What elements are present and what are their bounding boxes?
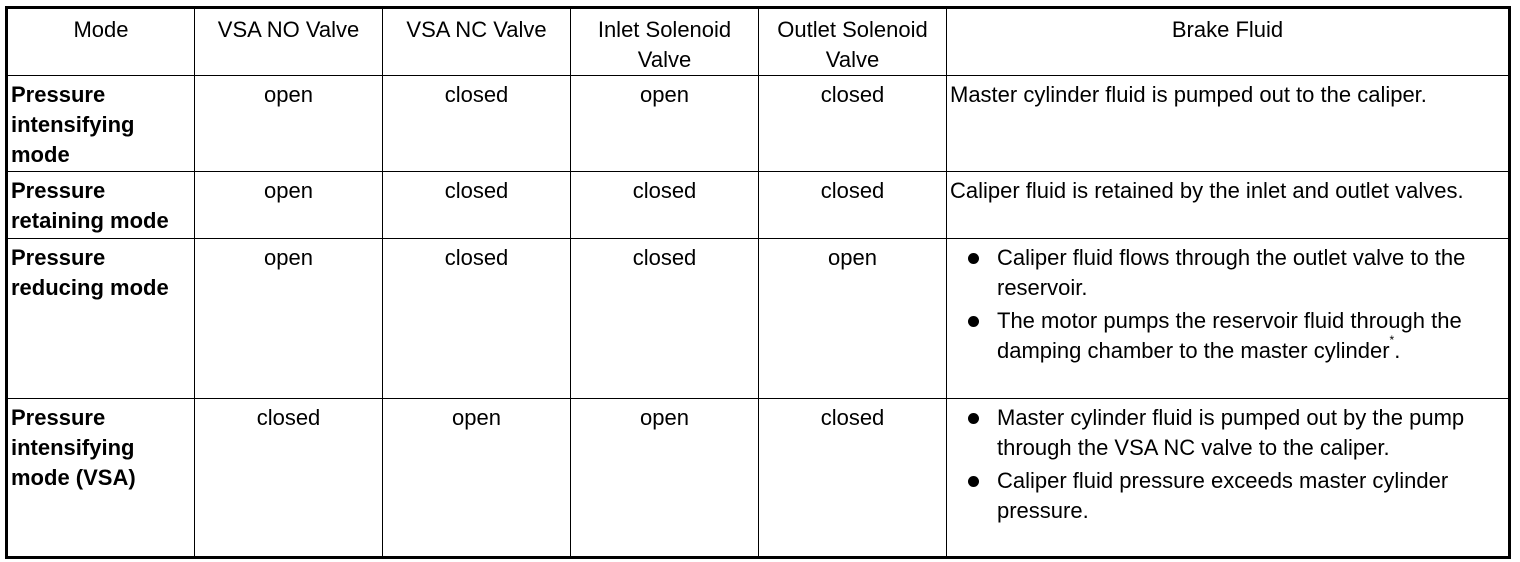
brake-fluid-bullet-list bbox=[950, 243, 1505, 366]
bullet-text: Master cylinder fluid is pumped out by the pump through the VSA NC valve to the caliper. bbox=[997, 405, 1465, 460]
vsa-no-valve-cell: open bbox=[195, 76, 383, 172]
vsa-nc-valve-cell: closed bbox=[383, 172, 571, 239]
bullet-item bbox=[997, 466, 1505, 526]
inlet-valve-cell: open bbox=[571, 76, 759, 172]
bullet-text: Caliper fluid pressure exceeds master cylinder pressure. bbox=[997, 468, 1449, 523]
mode-cell: Pressure intensifying mode (VSA) bbox=[7, 399, 195, 558]
table-row bbox=[7, 399, 1510, 558]
header-vsa-nc-valve: VSA NC Valve bbox=[383, 8, 571, 76]
inlet-valve-cell: open bbox=[571, 399, 759, 558]
vsa-nc-valve-cell: closed bbox=[383, 239, 571, 399]
vsa-no-valve-cell: open bbox=[195, 172, 383, 239]
bullet-item bbox=[997, 403, 1505, 463]
brake-fluid-bullet-list bbox=[950, 403, 1505, 526]
table-header-row bbox=[7, 8, 1510, 76]
header-vsa-no-valve: VSA NO Valve bbox=[195, 8, 383, 76]
mode-cell: Pressure retaining mode bbox=[7, 172, 195, 239]
brake-fluid-cell bbox=[947, 399, 1510, 558]
vsa-nc-valve-cell: open bbox=[383, 399, 571, 558]
bullet-text: Caliper fluid flows through the outlet valve to the reservoir. bbox=[997, 245, 1466, 300]
inlet-valve-cell: closed bbox=[571, 172, 759, 239]
header-brake-fluid: Brake Fluid bbox=[947, 8, 1510, 76]
outlet-valve-cell: closed bbox=[759, 172, 947, 239]
vsa-nc-valve-cell: closed bbox=[383, 76, 571, 172]
table-row bbox=[7, 239, 1510, 399]
header-outlet-solenoid-valve: Outlet Solenoid Valve bbox=[759, 8, 947, 76]
brake-fluid-cell: Caliper fluid is retained by the inlet and outlet valves. bbox=[947, 172, 1510, 239]
mode-cell: Pressure reducing mode bbox=[7, 239, 195, 399]
inlet-valve-cell: closed bbox=[571, 239, 759, 399]
bullet-text: The motor pumps the reservoir fluid through the damping chamber to the master cylinder bbox=[997, 308, 1462, 363]
bullet-item bbox=[997, 306, 1505, 366]
vsa-no-valve-cell: closed bbox=[195, 399, 383, 558]
mode-cell: Pressure intensifying mode bbox=[7, 76, 195, 172]
brake-fluid-cell: Master cylinder fluid is pumped out to the caliper. bbox=[947, 76, 1510, 172]
bullet-item bbox=[997, 243, 1505, 303]
header-inlet-solenoid-valve: Inlet Solenoid Valve bbox=[571, 8, 759, 76]
vsa-no-valve-cell: open bbox=[195, 239, 383, 399]
brake-fluid-cell bbox=[947, 239, 1510, 399]
outlet-valve-cell: open bbox=[759, 239, 947, 399]
bullet-text-tail: . bbox=[1394, 338, 1401, 363]
outlet-valve-cell: closed bbox=[759, 399, 947, 558]
header-mode: Mode bbox=[7, 8, 195, 76]
valve-mode-table bbox=[5, 6, 1511, 559]
footnote-asterisk: * bbox=[1389, 333, 1395, 347]
table-row bbox=[7, 76, 1510, 172]
outlet-valve-cell: closed bbox=[759, 76, 947, 172]
table-row bbox=[7, 172, 1510, 239]
